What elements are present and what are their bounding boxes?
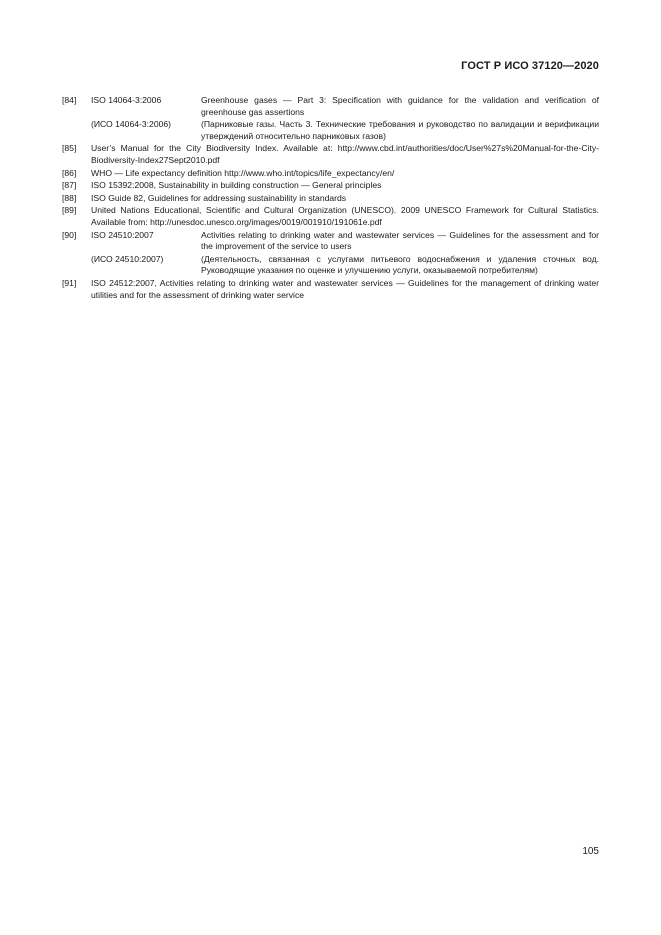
entry-number: [84] [62,95,77,105]
entry-number: [91] [62,277,77,288]
entry-number: [90] [62,229,77,240]
entry-number: [89] [62,205,77,216]
standard-code: (ИСО 14064-3:2006) [91,119,172,130]
entry-pair [91,230,599,253]
bibliography-entry-89 [62,205,599,228]
entry-pair [91,119,599,142]
standard-code: ISO 14064-3:2006 [91,95,162,105]
entry-pair [91,254,599,277]
entry-number: [85] [62,143,77,154]
entry-pair [91,95,599,118]
entry-text: ISO Guide 82, Guidelines for addressing sustainability in standards [91,192,347,203]
entry-number: [88] [62,192,77,203]
standard-title: Activities relating to drinking water and wastewater services — Guidelines for the assessment and for the improvement of the service to users [201,229,599,252]
document-header: ГОСТ Р ИСО 37120—2020 [461,60,599,72]
bibliography-entry-85 [62,143,599,166]
bibliography-entry-84 [62,95,599,142]
bibliography-entry-90 [62,230,599,277]
bibliography-entry-91 [62,278,599,301]
entry-text: ISO 24512:2007, Activities relating to drinking water and wastewater services — Guidelines for the management of drinking water utilities and for the assessment of drinking water service [91,277,599,300]
entry-number: [87] [62,180,77,191]
standard-title: (Парниковые газы. Часть 3. Технические требования и руководство по валидации и верификации утверждений относительно парниковых газов) [201,119,599,141]
entry-text: United Nations Educational, Scientific and Cultural Organization (UNESCO). 2009 UNESCO Framework for Cultural Statistics. Available from: http://unesdoc.unesco.org/images/0019/001910/191061e.pdf [91,205,599,227]
bibliography-entry-86 [62,168,599,180]
entry-number: [86] [62,167,77,178]
standard-code: (ИСО 24510:2007) [91,253,164,264]
entry-text: ISO 15392:2008, Sustainability in building construction — General principles [91,180,382,191]
page-number: 105 [582,846,599,857]
bibliography-entry-88 [62,193,599,205]
entry-text: WHO — Life expectancy definition http://www.who.int/topics/life_expectancy/en/ [91,167,395,178]
entry-text: User’s Manual for the City Biodiversity Index. Available at: http://www.cbd.int/authorities/doc/User%27s%20Manual-for-the-City-Biodiversity-Index27Sept2010.pdf [91,143,599,165]
bibliography-entry-87 [62,180,599,192]
standard-code: ISO 24510:2007 [91,229,154,240]
standard-title: (Деятельность, связанная с услугами питьевого водоснабжения и удаления сточных вод. Руководящие указания по оценке и улучшению услуги, оказываемой потребителям) [201,253,599,276]
bibliography-list [62,95,599,302]
standard-title: Greenhouse gases — Part 3: Specification with guidance for the validation and verification of greenhouse gas assertions [201,95,599,117]
